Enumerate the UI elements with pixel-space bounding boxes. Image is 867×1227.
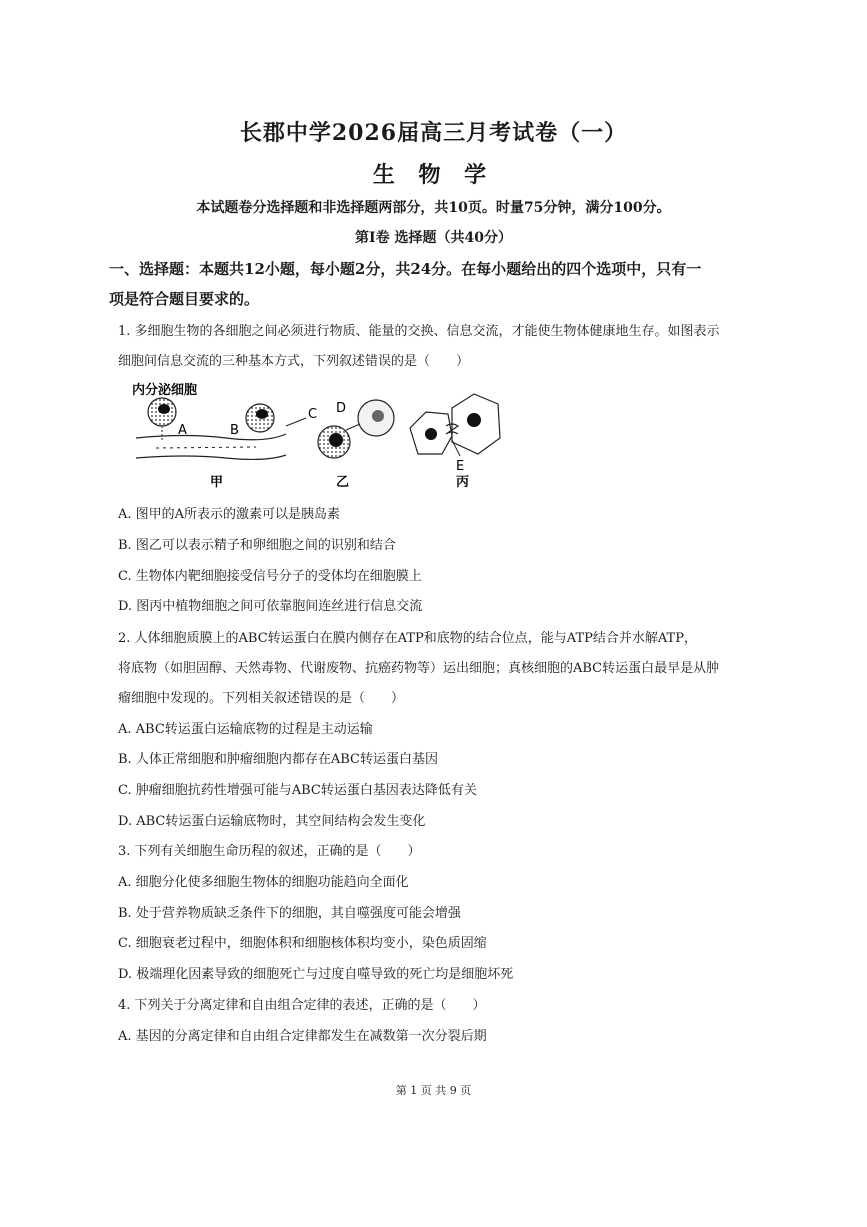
q2-stem-line3: 瘤细胞中发现的。下列相关叙述错误的是（ ） [118,691,405,706]
section-instruction-line1: 一、选择题：本题共12小题，每小题2分，共24分。在每小题给出的四个选项中，只有一 [109,260,702,278]
subject-title: 生 物 学 [372,162,495,188]
q1-option-b: B. 图乙可以表示精子和卵细胞之间的识别和结合 [118,538,396,553]
q3-option-a: A. 细胞分化使多细胞生物体的细胞功能趋向全面化 [118,875,409,890]
q1-stem-line1: 1. 多细胞生物的各细胞之间必须进行物质、能量的交换、信息交流，才能使生物体健康地生存。如图表示 [118,324,720,339]
label-endocrine-cell: 内分泌细胞 [132,383,198,398]
q2-option-c: C. 肿瘤细胞抗药性增强可能与ABC转运蛋白基因表达降低有关 [118,783,477,798]
label-E: E [456,459,465,474]
label-C: C [308,407,318,422]
q1-figure [126,378,516,490]
q3-option-b: B. 处于营养物质缺乏条件下的细胞，其自噬强度可能会增强 [118,906,461,921]
q2-option-d: D. ABC转运蛋白运输底物时，其空间结构会发生变化 [118,814,426,829]
label-B: B [230,423,239,438]
q3-stem: 3. 下列有关细胞生命历程的叙述，正确的是（ ） [118,844,421,859]
q1-option-a: A. 图甲的A所表示的激素可以是胰岛素 [118,507,341,522]
q3-option-c: C. 细胞衰老过程中，细胞体积和细胞核体积均变小，染色质固缩 [118,936,487,951]
q2-stem-line2: 将底物（如胆固醇、天然毒物、代谢废物、抗癌药物等）运出细胞；真核细胞的ABC转运蛋白最早是从肿 [118,661,720,676]
q1-option-d: D. 图丙中植物细胞之间可依靠胞间连丝进行信息交流 [118,599,423,614]
part-heading: 第Ⅰ卷 选择题（共40分） [355,230,512,246]
q1-option-c: C. 生物体内靶细胞接受信号分子的受体均在细胞膜上 [118,569,422,584]
exam-title: 长郡中学2026届高三月考试卷（一） [239,120,628,146]
q4-option-a: A. 基因的分离定律和自由组合定律都发生在减数第一次分裂后期 [118,1029,487,1044]
endocrine-nucleus [158,404,170,414]
vessel-bottom [136,455,286,459]
q2-option-b: B. 人体正常细胞和肿瘤细胞内都存在ABC转运蛋白基因 [118,752,438,767]
q1-stem-line2: 细胞间信息交流的三种基本方式，下列叙述错误的是（ ） [118,354,470,369]
q3-option-d: D. 极端理化因素导致的细胞死亡与过度自噬导致的死亡均是细胞坏死 [118,967,514,982]
caption-jia: 甲 [210,475,224,490]
q4-stem: 4. 下列关于分离定律和自由组合定律的表述，正确的是（ ） [118,998,486,1013]
q2-option-a: A. ABC转运蛋白运输底物的过程是主动运输 [118,722,373,737]
q2-stem-line1: 2. 人体细胞质膜上的ABC转运蛋白在膜内侧存在ATP和底物的结合位点，能与ATP结合并水解ATP， [118,631,697,646]
vessel-top [136,434,286,440]
blood-flow [156,447,256,448]
figure-yi [286,400,394,490]
label-D: D [336,401,347,416]
exam-notice: 本试题卷分选择题和非选择题两部分，共10页。时量75分钟，满分100分。 [196,200,671,216]
caption-bing: 丙 [456,475,470,490]
figure-jia [132,382,286,490]
page-footer: 第 1 页 共 9 页 [395,1084,472,1097]
figure-bing [410,394,500,490]
caption-yi: 乙 [336,475,350,490]
section-instruction-line2: 项是符合题目要求的。 [109,290,260,308]
label-A: A [178,423,187,438]
